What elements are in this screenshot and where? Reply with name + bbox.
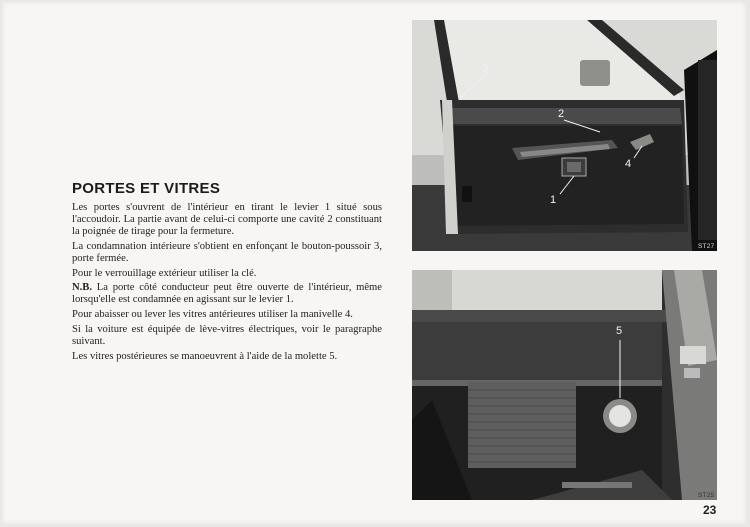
photo-code-bottom: ST25 <box>698 492 715 499</box>
callout-2: 2 <box>558 108 565 120</box>
paragraph <box>72 268 382 280</box>
paragraph-text: La condamnation intérieure s'obtient en enfonçant le bouton-poussoir 3, porte fermée. <box>72 240 382 264</box>
photo-code-top: ST27 <box>698 243 715 250</box>
callout-4: 4 <box>625 158 632 170</box>
paragraph <box>72 241 382 265</box>
paragraph-nb <box>72 282 382 306</box>
rear-door-photo <box>412 270 717 500</box>
page-number: 23 <box>703 503 717 517</box>
paragraph-text: Pour abaisser ou lever les vitres antérieures utiliser la manivelle 4. <box>72 309 353 321</box>
callout-1: 1 <box>550 194 557 206</box>
front-door-illustration <box>412 20 717 251</box>
paragraph-text: Les vitres postérieures se manoeuvrent à l'aide de la molette 5. <box>72 350 338 362</box>
section-title: PORTES ET VITRES <box>72 180 221 197</box>
paragraph <box>72 324 382 348</box>
front-door-photo <box>412 20 717 251</box>
nb-label: N.B. <box>72 282 93 294</box>
rear-door-illustration <box>412 270 717 500</box>
paragraph <box>72 351 382 363</box>
paragraph-text: Les portes s'ouvrent de l'intérieur en tirant le levier 1 situé sous l'accoudoir. La partie avant de celui-ci comporte une cavité 2 constituant la poignée de tirage pour la fermeture. <box>72 202 382 237</box>
body-text <box>72 202 382 366</box>
paragraph <box>72 309 382 321</box>
callout-5: 5 <box>616 325 623 337</box>
callout-3: 3 <box>482 63 489 75</box>
paragraph <box>72 202 382 238</box>
paragraph-text: La porte côté conducteur peut être ouverte de l'intérieur, même lorsqu'elle est condamnée en agissant sur le levier 1. <box>72 282 382 306</box>
paragraph-text: Pour le verrouillage extérieur utiliser la clé. <box>72 267 257 279</box>
paragraph-text: Si la voiture est équipée de lève-vitres électriques, voir le paragraphe suivant. <box>72 324 382 348</box>
